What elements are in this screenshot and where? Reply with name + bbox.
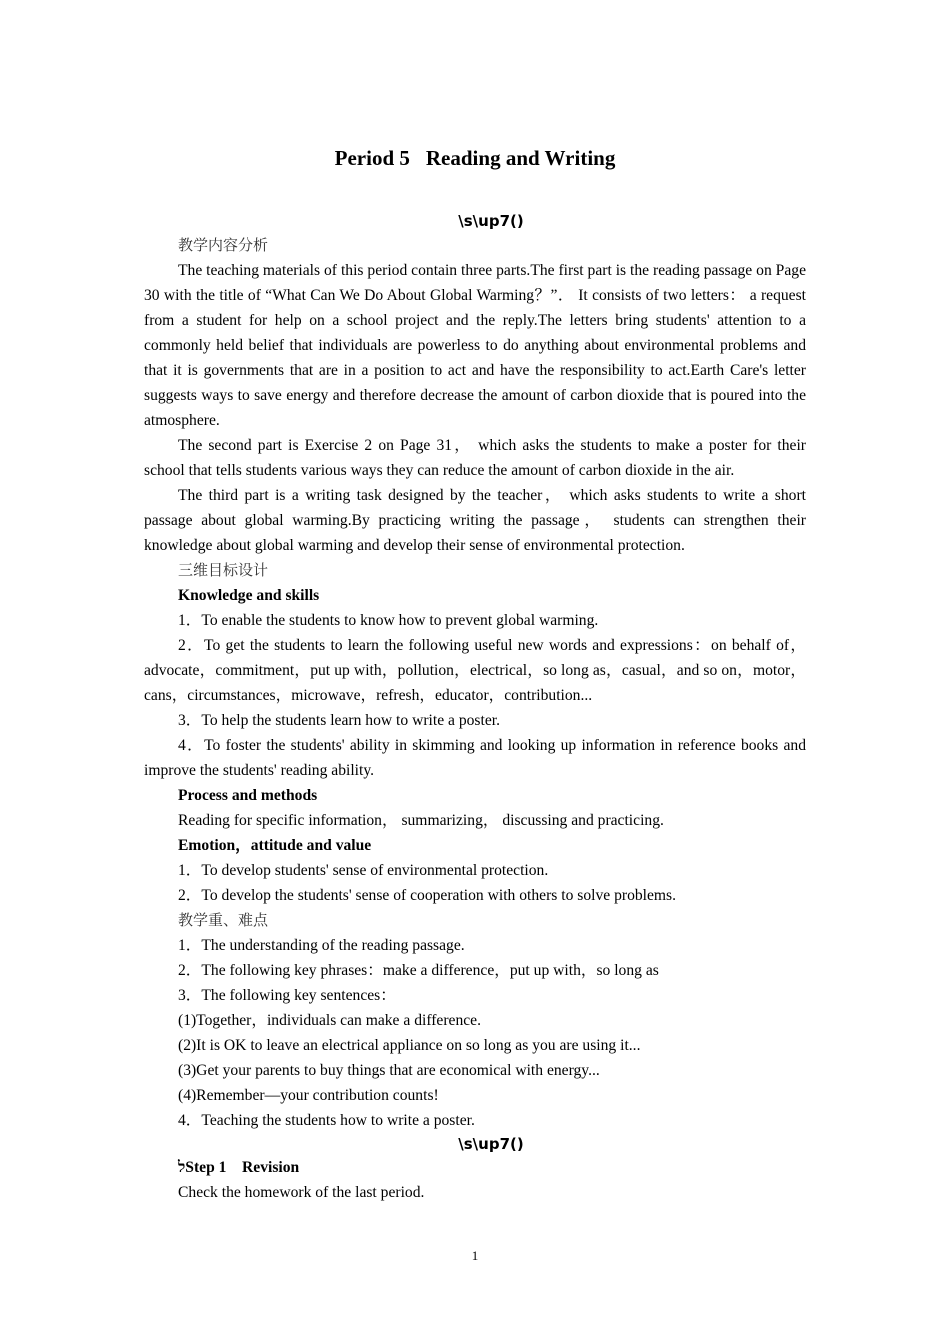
process-text: Reading for specific information， summarizing， discussing and practicing. [178, 812, 664, 829]
title-period: Period 5 [334, 146, 410, 170]
emotion-item: 1．To develop students' sense of environmental protection. [178, 862, 549, 879]
heading-content-analysis: 教学内容分析 [178, 236, 269, 254]
heading-emotion: Emotion，attitude and value [178, 837, 372, 854]
paragraph-3: The third part is a writing task designed by the teacher， which asks students to write a short passage about global warming.By practicing writing the passage， students can strengthen their knowledge about global warming and develop their sense of environmental protection. [144, 487, 806, 554]
field-code-2: \s\up7() [458, 1135, 524, 1153]
key-item: (1)Together，individuals can make a difference. [178, 1012, 482, 1029]
knowledge-item: 2．To get the students to learn the following useful new words and expressions：on behalf of，advocate，commitment，put up with，pollution，electrical，so long as，casual，and so on，motor，cans，circumstances，microwave，refresh，educator，contribution... [144, 637, 806, 704]
paragraph-1: The teaching materials of this period contain three parts.The first part is the reading passage on Page 30 with the title of “What Can We Do About Global Warming？”． It consists of two letters： a request from a student for help on a school project and the reply.The letters bring students' attention to a commonly held belief that individuals are powerless to do anything about environmental problems and that it is governments that are in a position to act and have the responsibility to act.Earth Care's letter suggests ways to save energy and therefore decrease the amount of carbon dioxide that is poured into the atmosphere. [144, 262, 806, 429]
heading-three-dim-goals: 三维目标设计 [178, 561, 269, 579]
step1-mark: ל [178, 1159, 186, 1176]
title-topic: Reading and Writing [425, 146, 616, 170]
page-number: 1 [471, 1248, 479, 1263]
key-item: (2)It is OK to leave an electrical appliance on so long as you are using it... [178, 1037, 641, 1054]
knowledge-item: 1．To enable the students to know how to prevent global warming. [178, 612, 599, 629]
page-title [0, 144, 950, 172]
heading-knowledge: Knowledge and skills [178, 587, 320, 604]
step1-heading [144, 1155, 806, 1180]
field-code-1: \s\up7() [458, 212, 524, 230]
step1-heading-text: Step 1 Revision [185, 1159, 300, 1176]
key-item: (4)Remember—your contribution counts! [178, 1087, 439, 1104]
document-body [144, 233, 806, 1205]
key-item: (3)Get your parents to buy things that are economical with energy... [178, 1062, 600, 1079]
knowledge-item: 4．To foster the students' ability in skimming and looking up information in reference books and improve the students' reading ability. [144, 737, 806, 779]
step1-text: Check the homework of the last period. [178, 1184, 425, 1201]
knowledge-item: 3．To help the students learn how to write a poster. [178, 712, 500, 729]
heading-key-difficult: 教学重、难点 [178, 911, 269, 929]
heading-process: Process and methods [178, 787, 318, 804]
key-item: 4．Teaching the students how to write a poster. [178, 1112, 475, 1129]
paragraph-2: The second part is Exercise 2 on Page 31， which asks the students to make a poster for their school that tells students various ways they can reduce the amount of carbon dioxide in the air. [144, 437, 806, 479]
key-item: 3．The following key sentences： [178, 987, 396, 1004]
emotion-item: 2．To develop the students' sense of cooperation with others to solve problems. [178, 887, 677, 904]
key-item: 1．The understanding of the reading passage. [178, 937, 465, 954]
key-item: 2．The following key phrases：make a difference，put up with，so long as [178, 962, 659, 979]
